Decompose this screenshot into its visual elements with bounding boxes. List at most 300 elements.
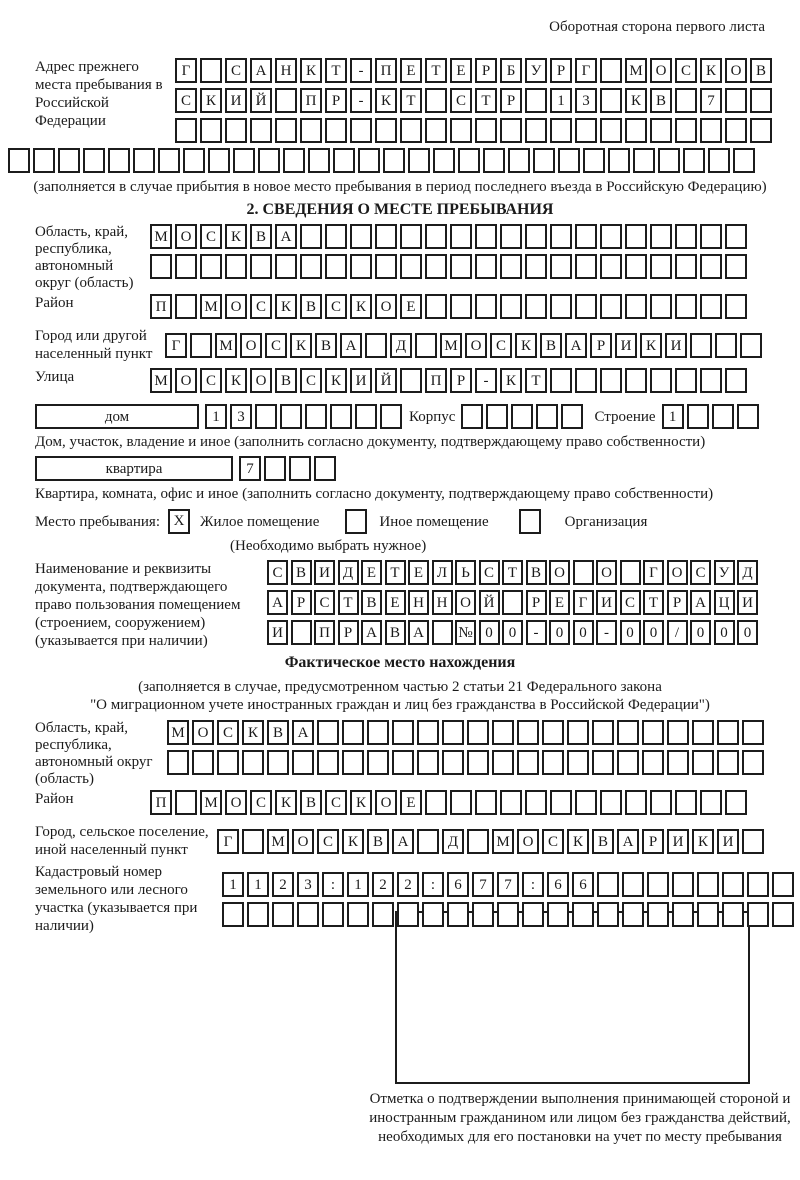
char-box[interactable]: К	[275, 790, 297, 815]
char-box[interactable]	[242, 750, 264, 775]
char-box[interactable]: А	[267, 590, 288, 615]
char-box[interactable]	[597, 872, 619, 897]
char-box[interactable]	[597, 902, 619, 927]
char-box[interactable]	[625, 790, 647, 815]
char-box[interactable]: 6	[447, 872, 469, 897]
char-box[interactable]	[450, 294, 472, 319]
char-box[interactable]	[291, 620, 312, 645]
char-box[interactable]	[308, 148, 330, 173]
char-box[interactable]: М	[492, 829, 514, 854]
char-box[interactable]	[675, 790, 697, 815]
char-box[interactable]	[622, 872, 644, 897]
char-box[interactable]: Т	[385, 560, 406, 585]
char-box[interactable]	[425, 790, 447, 815]
char-box[interactable]: Л	[432, 560, 453, 585]
char-box[interactable]: 0	[620, 620, 641, 645]
char-box[interactable]: О	[375, 294, 397, 319]
char-box[interactable]	[722, 872, 744, 897]
char-box[interactable]: В	[300, 790, 322, 815]
char-box[interactable]	[658, 148, 680, 173]
char-box[interactable]	[467, 720, 489, 745]
char-box[interactable]	[133, 148, 155, 173]
char-box[interactable]	[450, 118, 472, 143]
char-box[interactable]: Е	[450, 58, 472, 83]
char-box[interactable]	[458, 148, 480, 173]
char-box[interactable]	[150, 254, 172, 279]
char-box[interactable]: Т	[525, 368, 547, 393]
char-box[interactable]: У	[714, 560, 735, 585]
char-box[interactable]	[725, 118, 747, 143]
char-box[interactable]	[517, 750, 539, 775]
char-box[interactable]	[472, 902, 494, 927]
char-box[interactable]: М	[150, 224, 172, 249]
char-box[interactable]	[225, 118, 247, 143]
char-box[interactable]: Й	[479, 590, 500, 615]
char-box[interactable]	[600, 294, 622, 319]
char-box[interactable]: Ь	[455, 560, 476, 585]
char-box[interactable]: 0	[714, 620, 735, 645]
char-box[interactable]: М	[267, 829, 289, 854]
char-box[interactable]: Р	[590, 333, 612, 358]
char-box[interactable]: П	[150, 790, 172, 815]
char-box[interactable]	[625, 368, 647, 393]
char-box[interactable]: И	[615, 333, 637, 358]
char-box[interactable]	[297, 902, 319, 927]
char-box[interactable]	[358, 148, 380, 173]
char-box[interactable]	[692, 720, 714, 745]
char-box[interactable]	[330, 404, 352, 429]
char-box[interactable]: С	[542, 829, 564, 854]
char-box[interactable]: А	[340, 333, 362, 358]
char-box[interactable]	[717, 750, 739, 775]
char-box[interactable]	[486, 404, 508, 429]
char-box[interactable]	[650, 294, 672, 319]
char-box[interactable]: -	[350, 88, 372, 113]
char-box[interactable]	[325, 224, 347, 249]
char-box[interactable]	[536, 404, 558, 429]
char-box[interactable]	[400, 224, 422, 249]
char-box[interactable]: :	[322, 872, 344, 897]
char-box[interactable]: 0	[573, 620, 594, 645]
char-box[interactable]: О	[667, 560, 688, 585]
char-box[interactable]: П	[314, 620, 335, 645]
char-box[interactable]	[700, 254, 722, 279]
char-box[interactable]	[600, 368, 622, 393]
char-box[interactable]: П	[375, 58, 397, 83]
char-box[interactable]: О	[375, 790, 397, 815]
char-box[interactable]: Й	[250, 88, 272, 113]
char-box[interactable]	[642, 720, 664, 745]
char-box[interactable]	[300, 224, 322, 249]
char-box[interactable]	[190, 333, 212, 358]
char-box[interactable]	[733, 148, 755, 173]
char-box[interactable]: О	[725, 58, 747, 83]
char-box[interactable]: К	[200, 88, 222, 113]
char-box[interactable]: В	[300, 294, 322, 319]
char-box[interactable]	[700, 790, 722, 815]
char-box[interactable]	[8, 148, 30, 173]
char-box[interactable]	[250, 118, 272, 143]
char-box[interactable]: Е	[361, 560, 382, 585]
char-box[interactable]: С	[675, 58, 697, 83]
char-box[interactable]: С	[175, 88, 197, 113]
char-box[interactable]: О	[465, 333, 487, 358]
char-box[interactable]: 0	[643, 620, 664, 645]
char-box[interactable]: К	[350, 790, 372, 815]
char-box[interactable]	[372, 902, 394, 927]
char-box[interactable]: К	[625, 88, 647, 113]
char-box[interactable]	[750, 118, 772, 143]
char-box[interactable]	[700, 224, 722, 249]
char-box[interactable]: Е	[385, 590, 406, 615]
char-box[interactable]: С	[217, 720, 239, 745]
char-box[interactable]: 3	[230, 404, 252, 429]
char-box[interactable]	[500, 224, 522, 249]
char-box[interactable]: К	[225, 224, 247, 249]
char-box[interactable]: В	[750, 58, 772, 83]
char-box[interactable]: 1	[550, 88, 572, 113]
char-box[interactable]: Р	[450, 368, 472, 393]
char-box[interactable]: В	[650, 88, 672, 113]
char-box[interactable]: В	[250, 224, 272, 249]
char-box[interactable]: А	[392, 829, 414, 854]
char-box[interactable]	[272, 902, 294, 927]
char-box[interactable]: К	[567, 829, 589, 854]
char-box[interactable]	[200, 118, 222, 143]
char-box[interactable]	[508, 148, 530, 173]
char-box[interactable]: М	[625, 58, 647, 83]
char-box[interactable]: О	[549, 560, 570, 585]
char-box[interactable]	[500, 254, 522, 279]
residential-checkbox[interactable]: X	[168, 509, 190, 534]
char-box[interactable]	[525, 88, 547, 113]
char-box[interactable]	[772, 872, 794, 897]
char-box[interactable]: 1	[662, 404, 684, 429]
char-box[interactable]	[525, 790, 547, 815]
char-box[interactable]	[700, 118, 722, 143]
char-box[interactable]: Д	[390, 333, 412, 358]
char-box[interactable]: Р	[642, 829, 664, 854]
char-box[interactable]	[650, 224, 672, 249]
char-box[interactable]: М	[200, 790, 222, 815]
char-box[interactable]	[600, 118, 622, 143]
char-box[interactable]: М	[215, 333, 237, 358]
char-box[interactable]	[367, 750, 389, 775]
char-box[interactable]	[447, 902, 469, 927]
char-box[interactable]: -	[596, 620, 617, 645]
char-box[interactable]	[383, 148, 405, 173]
char-box[interactable]	[617, 720, 639, 745]
char-box[interactable]	[600, 224, 622, 249]
char-box[interactable]: О	[240, 333, 262, 358]
char-box[interactable]: 1	[247, 872, 269, 897]
char-box[interactable]	[350, 254, 372, 279]
char-box[interactable]	[233, 148, 255, 173]
char-box[interactable]	[475, 254, 497, 279]
char-box[interactable]	[573, 560, 594, 585]
char-box[interactable]: С	[267, 560, 288, 585]
char-box[interactable]: 1	[347, 872, 369, 897]
char-box[interactable]	[675, 254, 697, 279]
char-box[interactable]: Р	[475, 58, 497, 83]
char-box[interactable]	[725, 294, 747, 319]
char-box[interactable]: С	[490, 333, 512, 358]
char-box[interactable]: :	[422, 872, 444, 897]
char-box[interactable]	[522, 902, 544, 927]
char-box[interactable]: 0	[690, 620, 711, 645]
char-box[interactable]	[747, 872, 769, 897]
char-box[interactable]: Е	[400, 294, 422, 319]
char-box[interactable]: 7	[497, 872, 519, 897]
char-box[interactable]: 0	[737, 620, 758, 645]
char-box[interactable]: И	[267, 620, 288, 645]
char-box[interactable]	[575, 224, 597, 249]
char-box[interactable]	[717, 720, 739, 745]
char-box[interactable]	[697, 902, 719, 927]
char-box[interactable]	[575, 294, 597, 319]
char-box[interactable]: С	[620, 590, 641, 615]
char-box[interactable]: К	[342, 829, 364, 854]
char-box[interactable]: К	[300, 58, 322, 83]
char-box[interactable]: К	[375, 88, 397, 113]
char-box[interactable]	[533, 148, 555, 173]
char-box[interactable]	[620, 560, 641, 585]
char-box[interactable]: А	[565, 333, 587, 358]
char-box[interactable]	[772, 902, 794, 927]
char-box[interactable]: Р	[550, 58, 572, 83]
char-box[interactable]	[425, 224, 447, 249]
char-box[interactable]: Т	[400, 88, 422, 113]
char-box[interactable]: Т	[502, 560, 523, 585]
char-box[interactable]	[392, 720, 414, 745]
char-box[interactable]	[572, 902, 594, 927]
char-box[interactable]: А	[361, 620, 382, 645]
char-box[interactable]	[633, 148, 655, 173]
char-box[interactable]: 7	[700, 88, 722, 113]
char-box[interactable]: К	[640, 333, 662, 358]
char-box[interactable]	[322, 902, 344, 927]
char-box[interactable]: В	[540, 333, 562, 358]
char-box[interactable]	[497, 902, 519, 927]
char-box[interactable]	[58, 148, 80, 173]
char-box[interactable]	[742, 720, 764, 745]
char-box[interactable]	[650, 790, 672, 815]
char-box[interactable]	[450, 254, 472, 279]
char-box[interactable]	[525, 118, 547, 143]
char-box[interactable]: О	[292, 829, 314, 854]
char-box[interactable]	[342, 750, 364, 775]
char-box[interactable]: Г	[575, 58, 597, 83]
char-box[interactable]	[264, 456, 286, 481]
char-box[interactable]	[561, 404, 583, 429]
char-box[interactable]	[167, 750, 189, 775]
char-box[interactable]: В	[267, 720, 289, 745]
char-box[interactable]: О	[192, 720, 214, 745]
char-box[interactable]	[672, 872, 694, 897]
char-box[interactable]	[740, 333, 762, 358]
char-box[interactable]	[492, 720, 514, 745]
char-box[interactable]	[475, 118, 497, 143]
char-box[interactable]	[289, 456, 311, 481]
char-box[interactable]: О	[175, 368, 197, 393]
char-box[interactable]	[367, 720, 389, 745]
char-box[interactable]	[692, 750, 714, 775]
char-box[interactable]	[415, 333, 437, 358]
char-box[interactable]	[375, 118, 397, 143]
char-box[interactable]: 7	[239, 456, 261, 481]
char-box[interactable]	[247, 902, 269, 927]
char-box[interactable]	[675, 368, 697, 393]
char-box[interactable]	[300, 118, 322, 143]
char-box[interactable]: У	[525, 58, 547, 83]
char-box[interactable]: В	[275, 368, 297, 393]
char-box[interactable]	[722, 902, 744, 927]
char-box[interactable]	[625, 294, 647, 319]
char-box[interactable]	[425, 254, 447, 279]
char-box[interactable]: Г	[175, 58, 197, 83]
char-box[interactable]: Н	[275, 58, 297, 83]
char-box[interactable]	[600, 58, 622, 83]
char-box[interactable]	[365, 333, 387, 358]
char-box[interactable]	[550, 118, 572, 143]
char-box[interactable]: С	[690, 560, 711, 585]
char-box[interactable]	[747, 902, 769, 927]
char-box[interactable]: О	[250, 368, 272, 393]
char-box[interactable]	[175, 790, 197, 815]
char-box[interactable]: 1	[205, 404, 227, 429]
char-box[interactable]	[250, 254, 272, 279]
char-box[interactable]: П	[425, 368, 447, 393]
char-box[interactable]	[690, 333, 712, 358]
char-box[interactable]: 3	[297, 872, 319, 897]
char-box[interactable]	[650, 368, 672, 393]
char-box[interactable]	[592, 750, 614, 775]
char-box[interactable]: Д	[338, 560, 359, 585]
char-box[interactable]: В	[385, 620, 406, 645]
char-box[interactable]	[517, 720, 539, 745]
char-box[interactable]	[542, 750, 564, 775]
char-box[interactable]	[175, 294, 197, 319]
char-box[interactable]: В	[367, 829, 389, 854]
char-box[interactable]	[242, 829, 264, 854]
char-box[interactable]	[742, 829, 764, 854]
char-box[interactable]: Е	[400, 790, 422, 815]
char-box[interactable]: И	[737, 590, 758, 615]
char-box[interactable]: Г	[573, 590, 594, 615]
char-box[interactable]: /	[667, 620, 688, 645]
char-box[interactable]	[317, 720, 339, 745]
char-box[interactable]: В	[291, 560, 312, 585]
char-box[interactable]	[567, 720, 589, 745]
char-box[interactable]: С	[250, 294, 272, 319]
char-box[interactable]	[325, 254, 347, 279]
char-box[interactable]: О	[175, 224, 197, 249]
char-box[interactable]	[500, 790, 522, 815]
char-box[interactable]	[600, 254, 622, 279]
char-box[interactable]: С	[317, 829, 339, 854]
char-box[interactable]: Т	[643, 590, 664, 615]
other-premises-checkbox[interactable]	[345, 509, 367, 534]
char-box[interactable]	[400, 118, 422, 143]
char-box[interactable]	[422, 902, 444, 927]
char-box[interactable]	[625, 224, 647, 249]
char-box[interactable]	[650, 254, 672, 279]
char-box[interactable]: И	[314, 560, 335, 585]
char-box[interactable]: 3	[575, 88, 597, 113]
char-box[interactable]	[222, 902, 244, 927]
char-box[interactable]	[208, 148, 230, 173]
char-box[interactable]: Т	[425, 58, 447, 83]
char-box[interactable]	[108, 148, 130, 173]
char-box[interactable]	[725, 790, 747, 815]
char-box[interactable]	[158, 148, 180, 173]
char-box[interactable]: С	[200, 224, 222, 249]
char-box[interactable]	[575, 790, 597, 815]
char-box[interactable]	[492, 750, 514, 775]
char-box[interactable]	[525, 254, 547, 279]
char-box[interactable]: К	[225, 368, 247, 393]
char-box[interactable]: И	[596, 590, 617, 615]
char-box[interactable]: О	[517, 829, 539, 854]
char-box[interactable]	[700, 368, 722, 393]
char-box[interactable]: С	[265, 333, 287, 358]
char-box[interactable]: С	[200, 368, 222, 393]
char-box[interactable]: Р	[325, 88, 347, 113]
char-box[interactable]	[715, 333, 737, 358]
char-box[interactable]	[461, 404, 483, 429]
char-box[interactable]	[467, 829, 489, 854]
char-box[interactable]	[550, 254, 572, 279]
char-box[interactable]: А	[617, 829, 639, 854]
char-box[interactable]	[583, 148, 605, 173]
char-box[interactable]: И	[665, 333, 687, 358]
char-box[interactable]	[314, 456, 336, 481]
char-box[interactable]	[675, 224, 697, 249]
char-box[interactable]	[280, 404, 302, 429]
char-box[interactable]: 2	[272, 872, 294, 897]
char-box[interactable]	[625, 254, 647, 279]
char-box[interactable]	[317, 750, 339, 775]
char-box[interactable]	[742, 750, 764, 775]
char-box[interactable]	[675, 294, 697, 319]
char-box[interactable]	[725, 254, 747, 279]
char-box[interactable]: -	[350, 58, 372, 83]
char-box[interactable]: Д	[737, 560, 758, 585]
char-box[interactable]	[217, 750, 239, 775]
char-box[interactable]	[175, 118, 197, 143]
char-box[interactable]	[712, 404, 734, 429]
char-box[interactable]	[400, 254, 422, 279]
char-box[interactable]	[650, 118, 672, 143]
char-box[interactable]	[425, 294, 447, 319]
char-box[interactable]: О	[596, 560, 617, 585]
char-box[interactable]: Д	[442, 829, 464, 854]
char-box[interactable]	[417, 829, 439, 854]
char-box[interactable]: К	[515, 333, 537, 358]
char-box[interactable]	[400, 368, 422, 393]
char-box[interactable]: Е	[408, 560, 429, 585]
char-box[interactable]	[183, 148, 205, 173]
char-box[interactable]	[333, 148, 355, 173]
char-box[interactable]: А	[292, 720, 314, 745]
char-box[interactable]	[737, 404, 759, 429]
char-box[interactable]	[375, 254, 397, 279]
char-box[interactable]	[417, 750, 439, 775]
char-box[interactable]: Й	[375, 368, 397, 393]
char-box[interactable]: В	[592, 829, 614, 854]
char-box[interactable]: 6	[572, 872, 594, 897]
char-box[interactable]: С	[225, 58, 247, 83]
